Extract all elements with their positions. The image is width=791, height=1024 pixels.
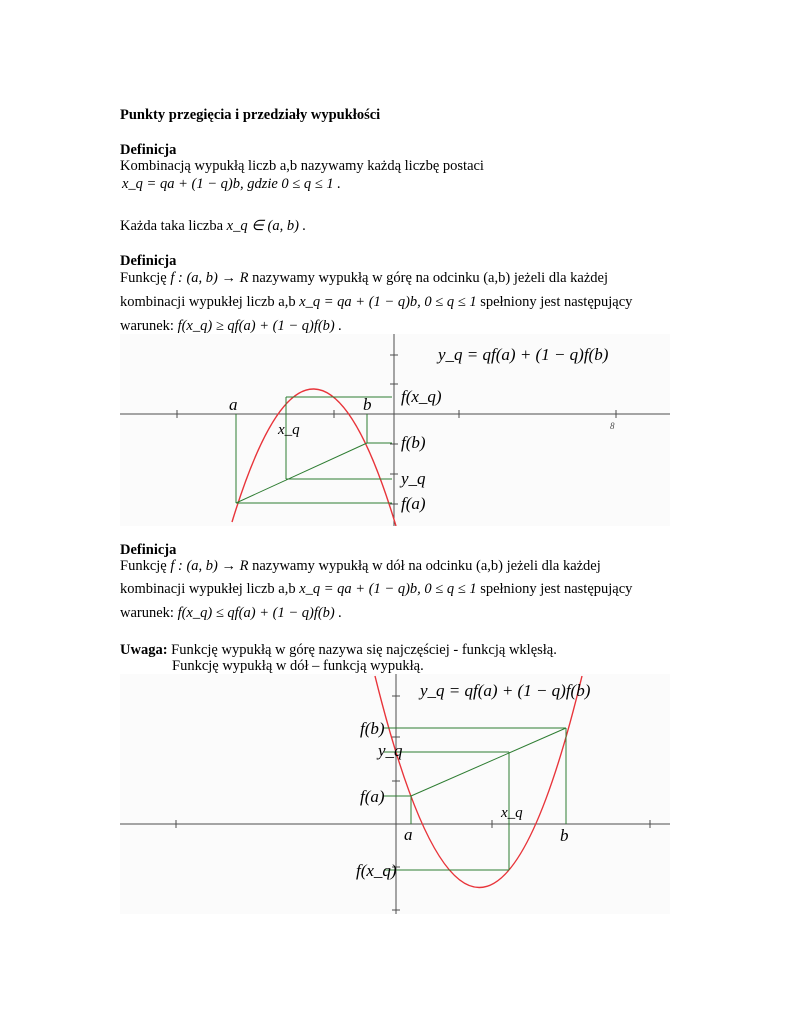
def2-function-formula: f : (a, b) → R [170, 270, 249, 286]
note-label: Uwaga: [120, 642, 168, 658]
def3-condition-formula: f(x_q) ≤ qf(a) + (1 − q)f(b) . [177, 605, 343, 621]
definition-2-title: Definicja [120, 253, 177, 269]
def3-line1-post: nazywamy wypukłą w dół na odcinku (a,b) jeżeli dla każdej [252, 558, 601, 574]
def3-line3-pre: warunek: [120, 605, 174, 621]
label-fa: f(a) [401, 494, 426, 513]
definition-3-line-1 [120, 557, 601, 575]
figure-2-formula: y_q = qf(a) + (1 − q)f(b) [420, 681, 591, 700]
figure-1-formula: y_q = qf(a) + (1 − q)f(b) [438, 345, 609, 364]
definition-2-line-3 [120, 317, 342, 335]
label-xq: x_q [501, 805, 523, 821]
label-fb: f(b) [401, 433, 426, 452]
label-fb: f(b) [360, 719, 385, 738]
def3-line2-pre: kombinacji wypukłej liczb a,b [120, 581, 296, 597]
def2-line2-post: spełniony jest następujący [480, 294, 633, 310]
definition-3-line-3 [120, 604, 342, 622]
label-a: a [229, 395, 238, 414]
convex-function-figure [120, 674, 670, 914]
label-xq: x_q [278, 422, 300, 438]
definition-2-line-1 [120, 269, 608, 287]
def3-combination-formula: x_q = qa + (1 − q)b, 0 ≤ q ≤ 1 [299, 581, 477, 597]
definition-3-title: Definicja [120, 542, 177, 558]
def2-condition-formula: f(x_q) ≥ qf(a) + (1 − q)f(b) . [177, 318, 343, 334]
label-b: b [363, 395, 372, 414]
construction-lines [384, 728, 566, 870]
note-line-2: Funkcję wypukłą w dół – funkcją wypukłą. [172, 658, 424, 674]
def2-line1-pre: Funkcję [120, 270, 167, 286]
def2-line3-pre: warunek: [120, 318, 174, 334]
concave-function-figure [120, 334, 670, 526]
tick-label-8: 8 [610, 421, 615, 431]
label-yq: y_q [401, 469, 426, 488]
label-fxq: f(x_q) [401, 387, 442, 406]
xq-in-interval-text [120, 217, 306, 235]
convex-curve [375, 676, 582, 888]
convex-function-graph [120, 674, 670, 914]
def2-line2-pre: kombinacji wypukłej liczb a,b [120, 294, 296, 310]
label-yq: y_q [378, 741, 403, 760]
label-fxq: f(x_q) [356, 861, 397, 880]
def3-line1-pre: Funkcję [120, 558, 167, 574]
xq-in-interval-formula: x_q ∈ (a, b) . [226, 218, 307, 234]
definition-2-line-2 [120, 293, 632, 311]
definition-1-text: Kombinacją wypukłą liczb a,b nazywamy każdą liczbę postaci [120, 158, 484, 174]
def2-combination-formula: x_q = qa + (1 − q)b, 0 ≤ q ≤ 1 [299, 294, 477, 310]
xq-in-interval-label: Każda taka liczba [120, 218, 224, 234]
label-b: b [560, 826, 569, 845]
def3-line2-post: spełniony jest następujący [480, 581, 633, 597]
note-text-1: Funkcję wypukłą w górę nazywa się najczęściej - funkcją wklęsłą. [171, 642, 557, 658]
def2-line1-post: nazywamy wypukłą w górę na odcinku (a,b) jeżeli dla każdej [252, 270, 609, 286]
concave-function-graph [120, 334, 670, 526]
label-fa: f(a) [360, 787, 385, 806]
definition-3-line-2 [120, 580, 632, 598]
label-a: a [404, 825, 413, 844]
page-title: Punkty przegięcia i przedziały wypukłości [120, 107, 381, 123]
definition-1-title: Definicja [120, 142, 177, 158]
def3-function-formula: f : (a, b) → R [170, 558, 249, 574]
convex-combination-formula: x_q = qa + (1 − q)b, gdzie 0 ≤ q ≤ 1 . [122, 176, 341, 192]
